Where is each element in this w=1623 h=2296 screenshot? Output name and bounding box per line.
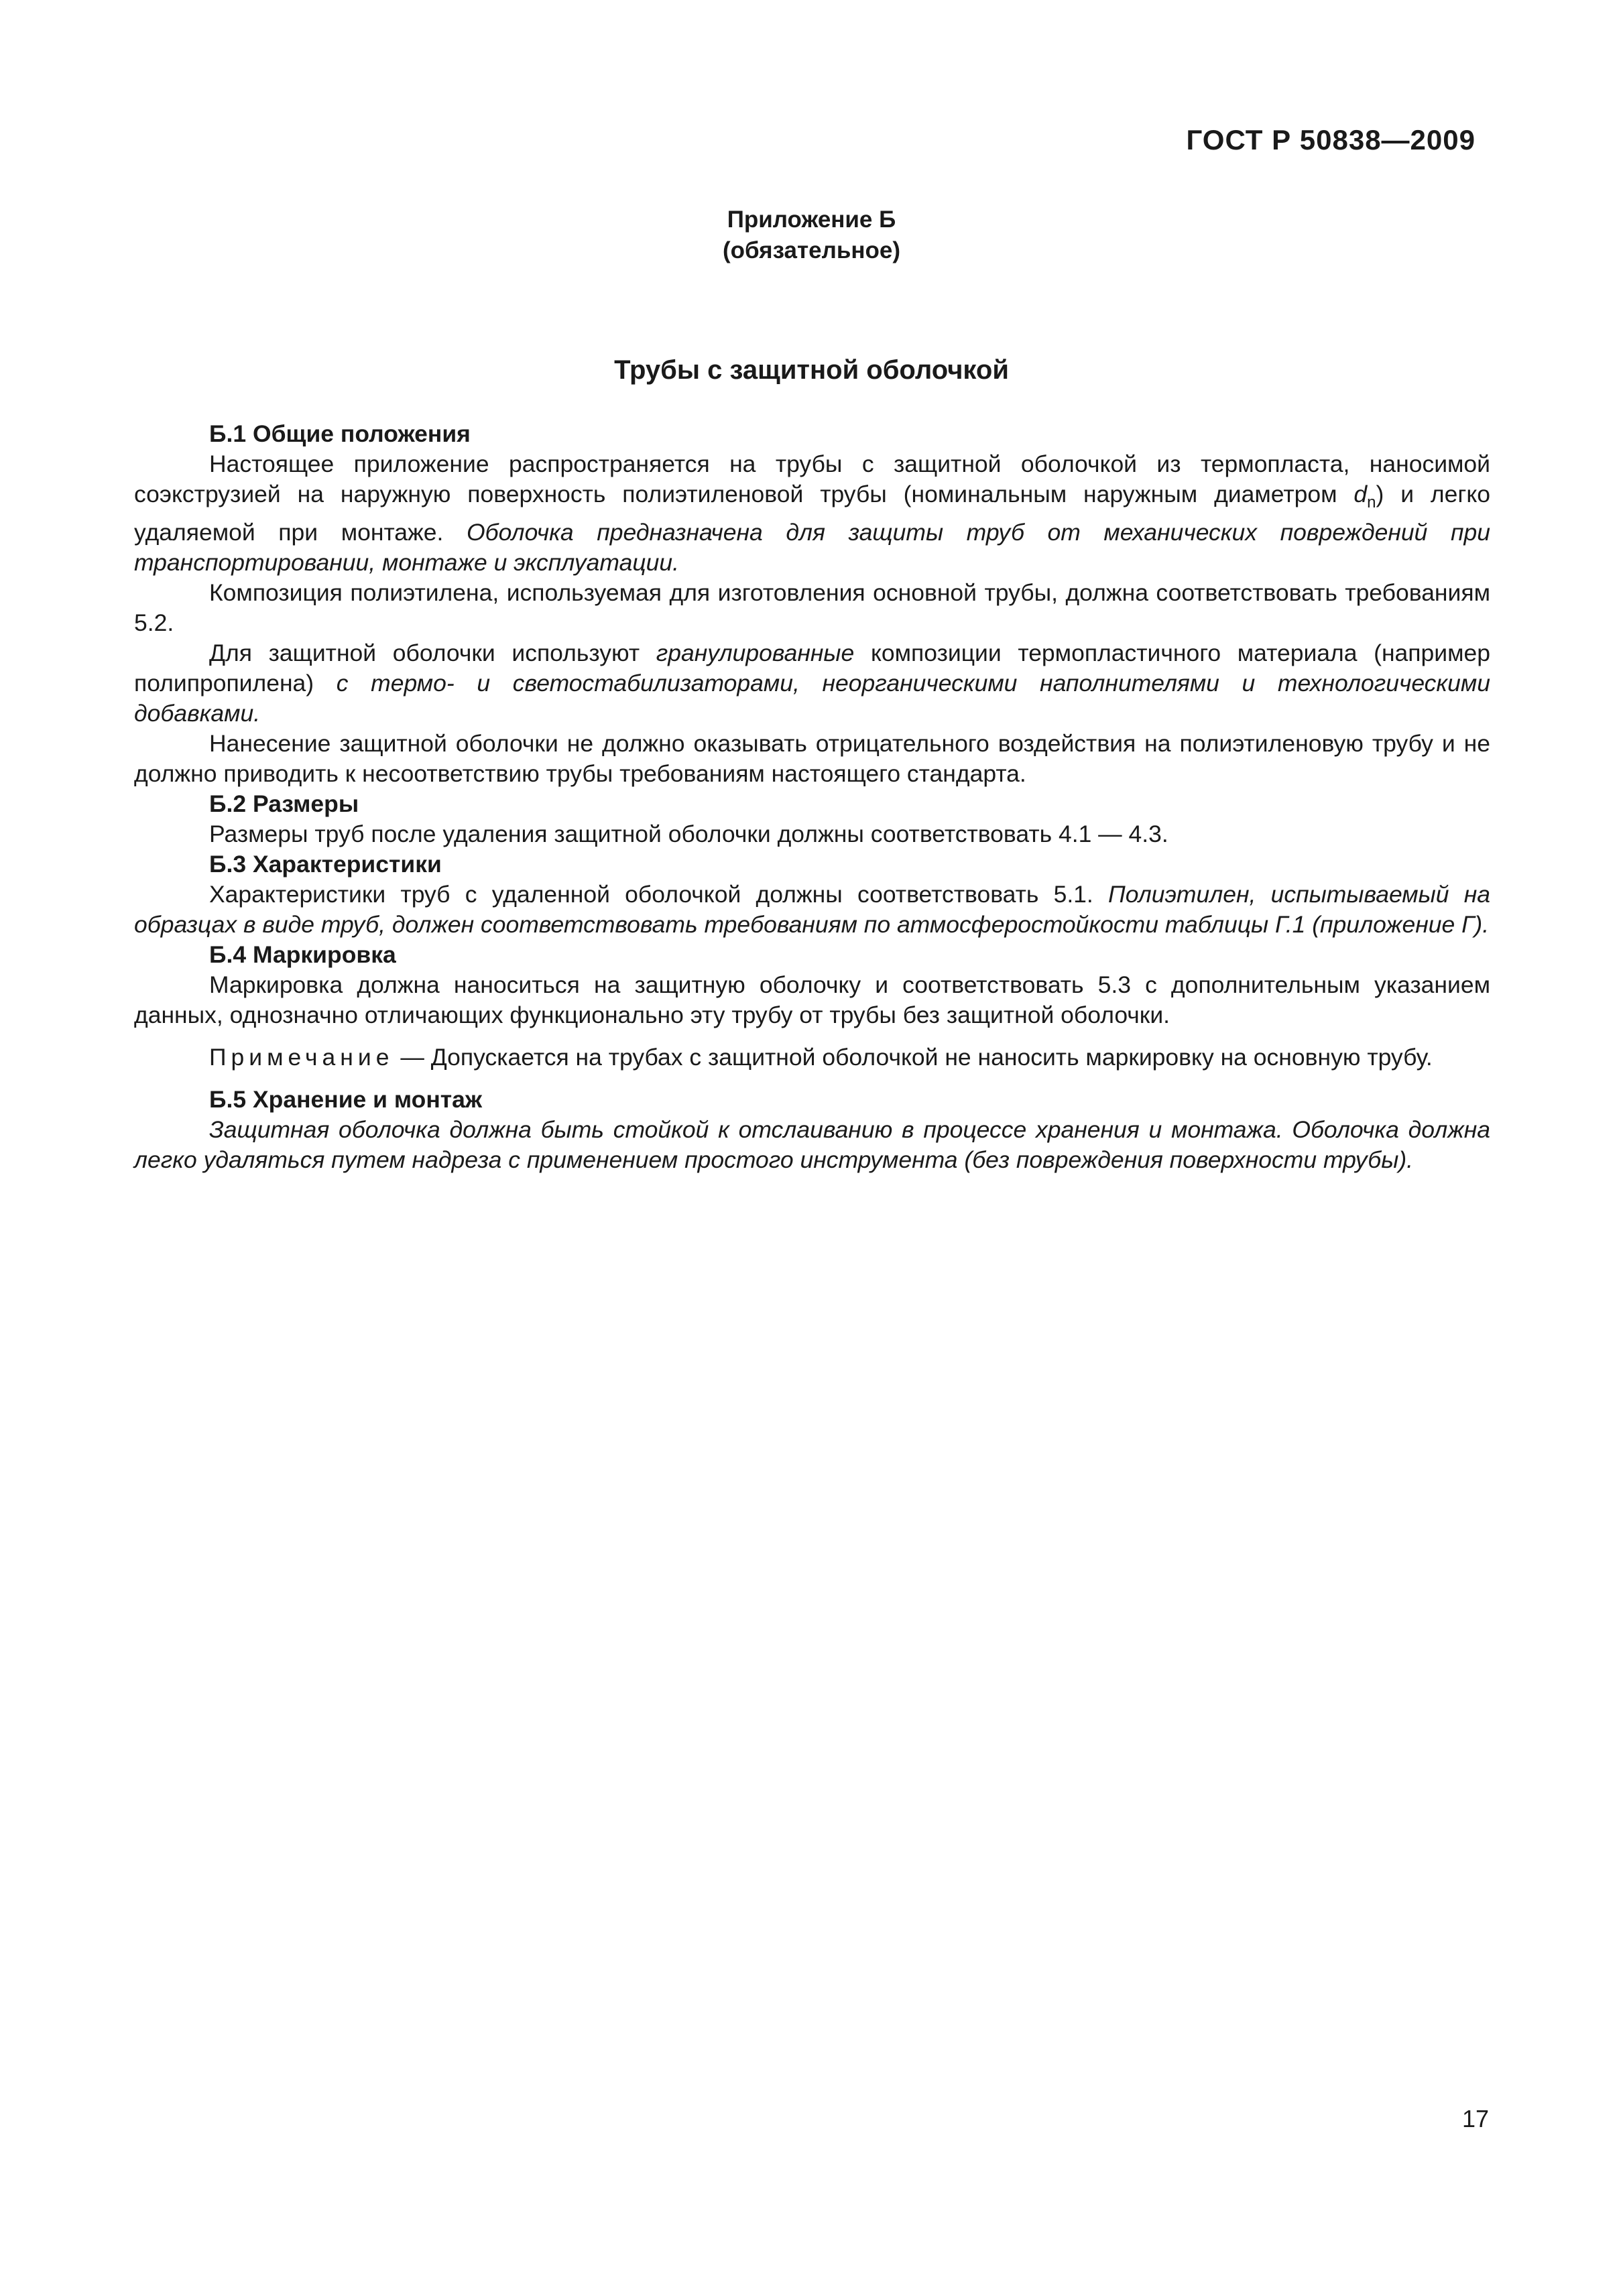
italic-run: с термо- и светостабилизаторами, неорганическими наполнителями и технологическими добавками. [134,670,1490,727]
document-body [134,419,1490,1175]
paragraph [134,880,1490,940]
section-heading-b5: Б.5 Хранение и монтаж [209,1086,483,1113]
appendix-status: (обязательное) [722,237,900,263]
text-run: Настоящее приложение распространяется на трубы с защитной оболочкой из термопласта, наносимой соэкструзией на наружную поверхность полиэтиленовой трубы (номинальным наружным диаметром [134,450,1490,507]
paragraph: Нанесение защитной оболочки не должно оказывать отрицательного воздействия на полиэтиленовую трубу и не должно приводить к несоответствию трубы требованиям настоящего стандарта. [134,730,1490,788]
text-run: Для защитной оболочки используют [209,640,656,667]
paragraph: Размеры труб после удаления защитной оболочки должны соответствовать 4.1 — 4.3. [209,821,1168,848]
paragraph [134,1115,1490,1175]
note [134,1042,1490,1073]
appendix-label: Приложение Б [727,206,896,233]
appendix-heading [0,204,1623,266]
text-run: композиции термопластичного материала (например полипропилена) [134,640,1490,697]
section-heading-b4: Б.4 Маркировка [209,941,396,969]
note-text: — Допускается на трубах с защитной оболочкой не наносить маркировку на основную трубу. [394,1044,1433,1071]
section-heading-b1: Б.1 Общие положения [209,420,471,447]
text-run: Характеристики труб с удаленной оболочкой должны соответствовать 5.1. [209,881,1109,908]
paragraph [134,449,1490,578]
italic-run: гранулированные [656,640,855,667]
italic-run: Оболочка предназначена для защиты труб от механических повреждений при транспортировании, монтаже и эксплуатации. [134,519,1490,577]
italic-run: Полиэтилен, испытываемый на образцах в виде труб, должен соответствовать требованиям по атмосферостойкости таблицы Г.1 (приложение Г). [134,881,1490,939]
section-heading-b3: Б.3 Характеристики [209,851,442,878]
page-number: 17 [1461,2105,1489,2132]
standard-code: ГОСТ Р 50838—2009 [1186,124,1476,156]
section-heading-b2: Б.2 Размеры [209,790,359,818]
annex-title: Трубы с защитной оболочкой [614,355,1009,385]
variable: d [1354,481,1368,507]
subscript: n [1367,493,1376,512]
note-label: Примечание [209,1044,394,1071]
paragraph: Композиция полиэтилена, используемая для изготовления основной трубы, должна соответствовать требованиям 5.2. [134,579,1490,637]
text-run: ) и легко удаляемой при монтаже. [134,481,1490,546]
paragraph: Маркировка должна наноситься на защитную оболочку и соответствовать 5.3 с дополнительным указанием данных, однозначно отличающих функционально эту трубу от трубы без защитной оболочки. [134,971,1490,1029]
italic-run: Защитная оболочка должна быть стойкой к отслаиванию в процессе хранения и монтажа. Оболочка должна легко удаляться путем надреза с применением простого инструмента (без повреждения поверхности трубы). [134,1116,1490,1174]
paragraph [134,638,1490,729]
